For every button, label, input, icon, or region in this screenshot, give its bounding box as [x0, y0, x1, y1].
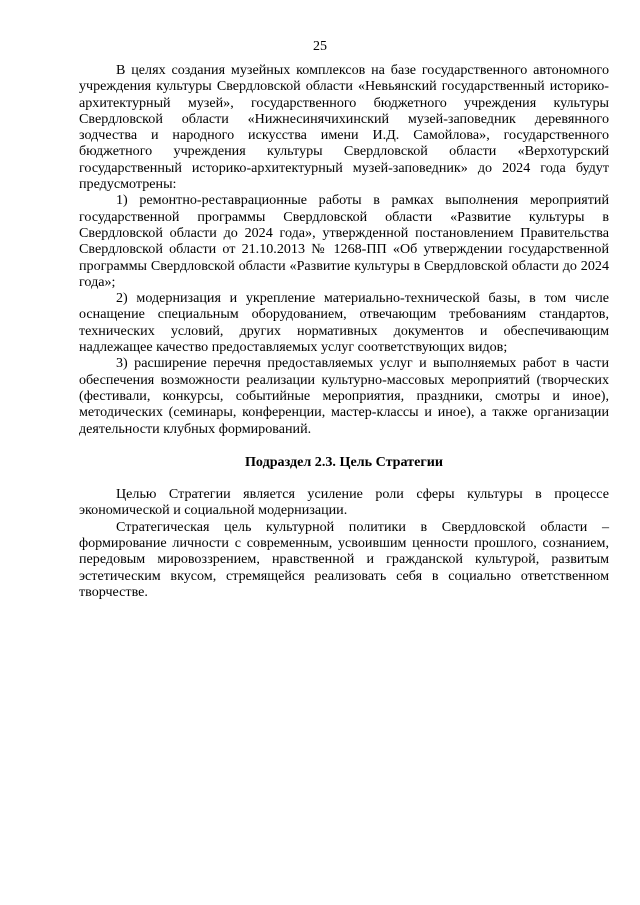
page-content — [79, 62, 609, 600]
list-item-2: 2) модернизация и укрепление материально-технической базы, в том числе оснащение специальным оборудованием, отвечающим требованиям стандартов, технических условий, других нормативных документов и обеспечивающим надлежащее качество предоставляемых услуг соответствующих видов; — [79, 290, 609, 356]
goal-paragraph: Целью Стратегии является усиление роли сферы культуры в процессе экономической и социальной модернизации. — [79, 486, 609, 519]
spacer — [79, 470, 609, 486]
intro-paragraph: В целях создания музейных комплексов на базе государственного автономного учреждения культуры Свердловской области «Невьянский государственный историко-архитектурный музей», государственного бюджетного учреждения культуры Свердловской области «Нижнесинячихинский музей-заповедник деревянного зодчества и народного искусства имени И.Д. Самойлова», государственного бюджетного учреждения культуры Свердловской области «Верхотурский государственный историко-архитектурный музей-заповедник» до 2024 года будут предусмотрены: — [79, 62, 609, 193]
spacer — [79, 437, 609, 454]
section-heading: Подраздел 2.3. Цель Стратегии — [244, 453, 444, 470]
list-item-1: 1) ремонтно-реставрационные работы в рамках выполнения мероприятий государственной программы Свердловской области «Развитие культуры в Свердловской области до 2024 года», утвержденной постановлением Правительства Свердловской области от 21.10.2013 № 1268-ПП «Об утверждении государственной программы Свердловской области «Развитие культуры в Свердловской области до 2024 года»; — [79, 192, 609, 290]
strategic-goal-paragraph: Стратегическая цель культурной политики в Свердловской области – формирование личности с современным, усвоившим ценности прошлого, сознанием, передовым мировоззрением, нравственной и гражданской культурой, развитым эстетическим вкусом, стремящейся реализовать себя в социально ответственном творчестве. — [79, 518, 609, 600]
page-number: 25 — [313, 39, 327, 54]
list-item-3: 3) расширение перечня предоставляемых услуг и выполняемых работ в части обеспечения возможности реализации культурно-массовых мероприятий (творческих (фестивали, конкурсы, событийные мероприятия, праздники, смотры и иное), методических (семинары, конференции, мастер-классы и иное), а также организации деятельности клубных формирований. — [79, 355, 609, 437]
